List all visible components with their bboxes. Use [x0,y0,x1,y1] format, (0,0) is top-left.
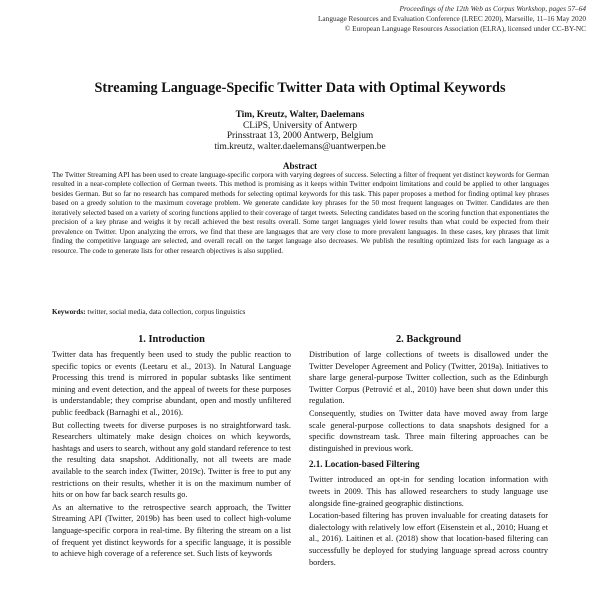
conference-line: Language Resources and Evaluation Conference (LREC 2020), Marseille, 11–16 May 2020 [317,14,586,23]
intro-paragraph: But collecting tweets for diverse purposes is no straightforward task. Researchers ultimately make design choices on which keywords, hashtags and users to search, without any gold standard reference to test the resulting data snapshot. Additionally, not all tweets are made available to the search index (Twitter, 2019c). Twitter is free to put any restrictions on their results, whether it is on the maximum number of hits or on how far back search results go. [52,420,291,500]
location-filtering-heading: 2.1. Location-based Filtering [309,459,420,470]
author-emails: tim.kreutz, walter.daelemans@uantwerpen.be [214,142,386,153]
background-heading: 2. Background [395,334,462,345]
background-paragraph: Consequently, studies on Twitter data have moved away from large scale general-purpose collections to data snapshots designed for a specific downstream task. Three main filtering approaches can be distinguished in previous work. [309,408,548,453]
author-block [0,110,600,153]
abstract-heading: Abstract [282,161,318,171]
intro-paragraph: As an alternative to the retrospective search approach, the Twitter Streaming API (Twitter, 2019b) has been used to collect high-volume language-specific corpora in real-time. By filtering the stream on a list of frequent yet distinct keywords for a specific language, it is possible to achieve high coverage of a reference set. Such lists of keywords [52,502,291,559]
venue-line: Proceedings of the 12th Web as Corpus Workshop, pages 57–64 [399,4,586,13]
keywords-line [52,308,549,317]
location-paragraph: Twitter introduced an opt-in for sending location information with tweets in 2009. This has allowed researchers to study language use alongside fine-grained geographic distinctions. [309,475,548,508]
proceedings-header [318,4,586,34]
author-affiliation: CLiPS, University of Antwerp [242,120,358,131]
left-column [52,330,291,561]
abstract-text: The Twitter Streaming API has been used to create language-specific corpora with varying degrees of success. Selecting a filter of frequent yet distinct keywords for German resulted in a near-complete collection of German tweets. This method is promising as it keeps within Twitter endpoint limitations and could be applied to other languages besides German. But so far no research has compared methods for selecting optimal keywords for this task. This paper proposes a method for finding optimal key phrases based on a greedy solution to the maximum coverage problem. We generate candidate key phrases for the 50 most frequent languages on Twitter. Candidates are then iteratively selected based on a variety of scoring functions applied to their coverage of target tweets. Selecting candidates based on the scoring function that exponentiates the precision of a key phrase and weighs it by recall achieved the best results overall. Some target languages yield lower results than what could be expected from their prevalence on Twitter. Upon analyzing the errors, we find that these are languages that are very close to more prevalent languages. In these cases, key phrases that limit finding the competitive language are selected, and overall recall on the target language also decreases. We publish the resulting optimized lists for each language as a resource. The code to generate lists for other research objectives is also supplied. [52,171,549,255]
keywords-label: Keywords: [52,308,86,316]
author-names: Tim, Kreutz, Walter, Daelemans [235,110,365,120]
author-address: Prinsstraat 13, 2000 Antwerp, Belgium [226,131,374,142]
license-line: © European Language Resources Association (ELRA), licensed under CC-BY-NC [344,24,586,33]
keywords-text: twitter, social media, data collection, corpus linguistics [85,308,246,316]
location-paragraph: Location-based filtering has proven invaluable for creating datasets for dialectology with relatively low effort (Eisenstein et al., 2010; Huang et al., 2016). Laitinen et al. (2018) show that location-based filtering can successfully be deployed for studying language spread across country borders. [309,511,548,567]
background-paragraph: Distribution of large collections of tweets is disallowed under the Twitter Developer Agreement and Policy (Twitter, 2019a). Initiatives to share large general-purpose Twitter collection, such as the Edinburgh Twitter Corpus (Petrović et al., 2010) have been shut down under this regulation. [309,350,548,406]
paper-title: Streaming Language-Specific Twitter Data with Optimal Keywords [94,80,506,96]
introduction-heading: 1. Introduction [138,334,205,345]
intro-paragraph: Twitter data has frequently been used to study the public reaction to specific topics or events (Leetaru et al., 2013). In Natural Language Processing this trend is mirrored in popular subtasks like sentiment mining and event detection, and the appeal of tweets for these purposes is understandable; they comprise abundant, open and mostly unfiltered public feedback (Barnaghi et al., 2016). [52,350,291,417]
right-column [309,330,548,569]
